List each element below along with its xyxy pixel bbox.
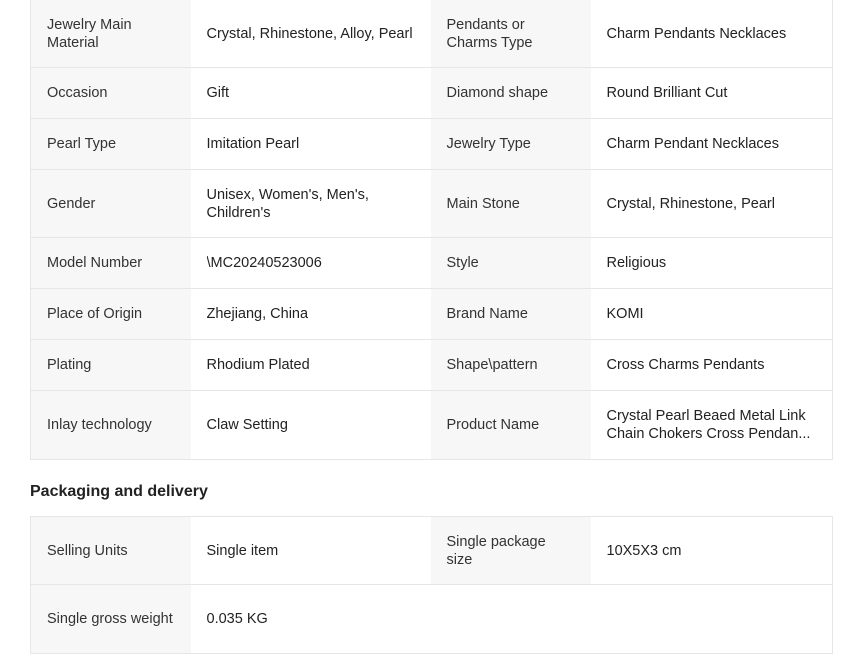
- attribute-label: Pearl Type: [31, 119, 191, 170]
- attribute-label: Main Stone: [431, 170, 591, 238]
- attribute-label: Diamond shape: [431, 68, 591, 119]
- table-row: [31, 517, 833, 585]
- table-row: [31, 119, 833, 170]
- attribute-value: Charm Pendants Necklaces: [591, 0, 833, 68]
- attribute-label: Plating: [31, 340, 191, 391]
- attribute-value: Crystal, Rhinestone, Alloy, Pearl: [191, 0, 431, 68]
- attribute-label: Single gross weight: [31, 585, 191, 654]
- table-row: [31, 391, 833, 460]
- attribute-label: Model Number: [31, 238, 191, 289]
- attribute-label: Occasion: [31, 68, 191, 119]
- attribute-value: Claw Setting: [191, 391, 431, 460]
- table-row: [31, 170, 833, 238]
- attribute-value: Zhejiang, China: [191, 289, 431, 340]
- attribute-value: Crystal, Rhinestone, Pearl: [591, 170, 833, 238]
- attribute-value: Unisex, Women's, Men's, Children's: [191, 170, 431, 238]
- attribute-label: Single package size: [431, 517, 591, 585]
- attribute-label: Jewelry Type: [431, 119, 591, 170]
- attribute-label: Pendants or Charms Type: [431, 0, 591, 68]
- attribute-label: Inlay technology: [31, 391, 191, 460]
- table-row: [31, 0, 833, 68]
- empty-cell: [431, 585, 591, 654]
- attribute-label: Style: [431, 238, 591, 289]
- attribute-value: 10X5X3 cm: [591, 517, 833, 585]
- attribute-value: \MC20240523006: [191, 238, 431, 289]
- table-row: [31, 238, 833, 289]
- attribute-value: Religious: [591, 238, 833, 289]
- section-title-packaging: Packaging and delivery: [30, 483, 208, 500]
- attribute-value: Imitation Pearl: [191, 119, 431, 170]
- attribute-label: Jewelry Main Material: [31, 0, 191, 68]
- attribute-value: Round Brilliant Cut: [591, 68, 833, 119]
- attribute-label: Selling Units: [31, 517, 191, 585]
- table-row: [31, 585, 833, 654]
- attribute-value: 0.035 KG: [191, 585, 431, 654]
- table-row: [31, 289, 833, 340]
- product-attributes-table: [30, 0, 833, 460]
- table-row: [31, 340, 833, 391]
- attribute-label: Gender: [31, 170, 191, 238]
- attribute-label: Shape\pattern: [431, 340, 591, 391]
- attribute-label: Brand Name: [431, 289, 591, 340]
- attribute-value: Crystal Pearl Beaed Metal Link Chain Chokers Cross Pendan...: [591, 391, 833, 460]
- empty-cell: [591, 585, 833, 654]
- attribute-value: Rhodium Plated: [191, 340, 431, 391]
- attribute-label: Place of Origin: [31, 289, 191, 340]
- attribute-label: Product Name: [431, 391, 591, 460]
- attribute-value: Charm Pendant Necklaces: [591, 119, 833, 170]
- attribute-value: Gift: [191, 68, 431, 119]
- attribute-value: Cross Charms Pendants: [591, 340, 833, 391]
- packaging-table: [30, 516, 833, 654]
- attribute-value: KOMI: [591, 289, 833, 340]
- attribute-value: Single item: [191, 517, 431, 585]
- table-row: [31, 68, 833, 119]
